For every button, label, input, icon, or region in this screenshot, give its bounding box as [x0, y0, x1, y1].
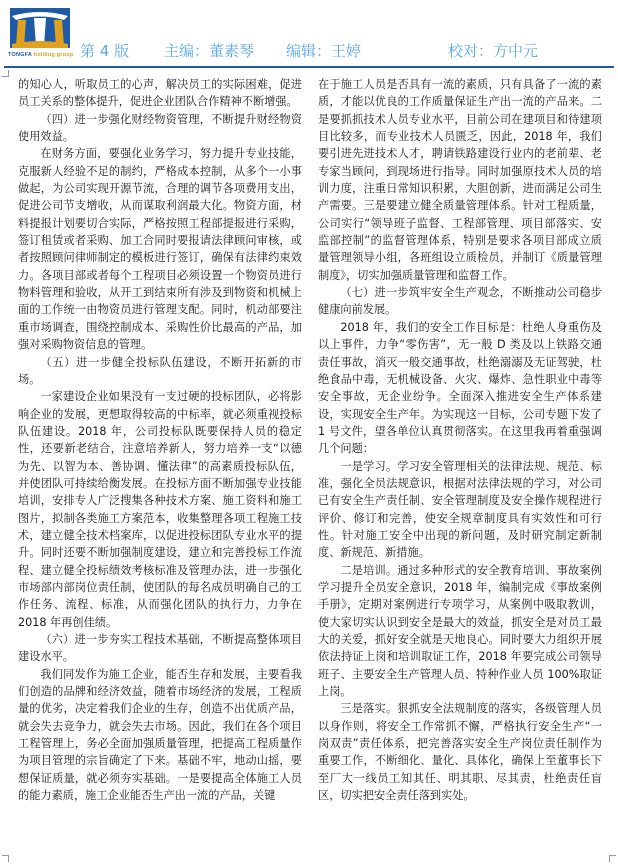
- sub-editor-label: 编辑：王婷: [286, 42, 362, 60]
- header-rule: [4, 66, 614, 68]
- section-heading: （五）进一步健全投标队伍建设，不断开拓新的市场。: [18, 355, 302, 386]
- article-column-left: [18, 76, 302, 848]
- section-heading: （七）进一步筑牢安全生产观念，不断推动公司稳步健康向前发展。: [318, 286, 602, 317]
- body-paragraph: 在财务方面，要强化业务学习，努力提升专业技能，克服新人经验不足的制约，严格成本控制，从多个一小事做起，为公司实现开源节流，合理的调节各项费用支出，促进公司节支增收，从而谋取利润最大化。物资方面，材料提报计划要切合实际，严格按照工程部提报进行采购，签订租赁或者采购、加工合同时要报请法律顾问审核，或者按照顾问律师制定的模板进行签订，确保有法律约束效力。各项目部或者每个工程项目必须设置一个物资员进行物料管理和验收，从开工到结束所有涉及到物资和机械上面的工作统一由物资员进行管理支配。同时，机动部要注重市场调查，围绕控制成本、采购性价比最高的产品，加强对采购物资信息的管理。: [18, 147, 302, 352]
- crop-mark: [2, 70, 9, 77]
- body-paragraph: 一家建设企业如果没有一支过硬的投标团队，必将影响企业的发展，更想取得较高的中标率，就必须重视投标队伍建设。2018 年，公司投标队既要保持人员的稳定性，还要新老结合，注意培养新人，努力培养一支“以德为先、以智为本、善协调、懂法律”的高素质投标队伍，并使团队可持续给衡发展。在投标方面不断加强专业技能培训，安排专人广泛搜集各种技术方案、施工资料和施工图片，拟制各类施工方案范本，收集整理各项工程施工技术，建立健全技术档案库，以促进投标团队专业水平的提升。同时还要不断加强制度建设，建立和完善投标工作流程、建立健全投标绩效考核标准及管理办法，进一步强化市场部内部岗位责任制，使团队的每名成员明确自己的工作任务、流程、标准，从而强化团队的执行力，力争在 2018 年再创佳绩。: [18, 390, 302, 629]
- logo-text: TONGFA holding group: [8, 52, 74, 58]
- body-paragraph: 我们同发作为施工企业，能否生存和发展，主要看我们创造的品牌和经济效益，随着市场经济的发展，工程质量的优劣，决定着我们企业的生存，创造不出优质产品，就会失去竞争力，就会失去市场。因此，我们在各个项目工程管理上，务必全面加强质量管理，把提高工程质量作为项目管理的宗旨确定了下来。基础不牢，地动山摇，要想保证质量，就必须夯实基础。一是要提高全体施工人员的能力素质，施工企业能否生产出一流的产品，关键: [18, 667, 302, 803]
- body-paragraph: 的知心人，听取员工的心声，解决员工的实际困难，促进员工关系的整体提升，促进企业团队合作精神不断增强。: [18, 78, 302, 109]
- crop-mark: [2, 855, 9, 862]
- editor-label: 主编：董素琴: [164, 42, 255, 60]
- body-paragraph: 一是学习。学习安全管理相关的法律法规、规范、标准，强化全员法规意识，根据对法律法规的学习，对公司已有安全生产责任制、安全管理制度及安全操作规程进行评价、修订和完善，使安全规章制度具有实效性和可行性。针对施工安全中出现的新问题，及时研究制定新制度、新规范、新措施。: [318, 459, 602, 560]
- crop-mark: [609, 855, 616, 862]
- body-paragraph: 在于施工人员是否具有一流的素质，只有具备了一流的素质，才能以优良的工作质量保证生产出一流的产品来。二是要抓抓技术人员专业水平，目前公司在建项目和待建项目比较多，而专业技术人员匮乏，因此，2018 年，我们要引进先进技术人才，聘请铁路建设行业内的老前辈、老专家当顾问，到现场进行指导。同时加强原技术人员的培训力度，注重日常知识积累，大胆创新，进而满足公司生产需要。三是要建立健全质量管理体系。针对工程质量，公司实行“领导班子监督、工程部管理、项目部落实、安监部控制”的监督管理体系，特别是要求各项目部成立质量管理领导小组，各班组设立质检员，并制订《质量管理制度》，切实加强质量管理和监督工作。: [318, 78, 602, 282]
- section-heading: （六）进一步夯实工程技术基础，不断提高整体项目建设水平。: [18, 633, 302, 664]
- page-header: [0, 0, 618, 72]
- proofreader-label: 校对：方中元: [448, 42, 539, 60]
- article-column-right: [318, 76, 602, 848]
- section-heading: （四）进一步强化财经物资管理，不断提升财经物资使用效益。: [18, 112, 302, 144]
- edition-label: 第 4 版: [80, 42, 130, 60]
- logo-emblem-icon: [4, 4, 78, 52]
- body-paragraph: 2018 年，我们的安全工作目标是：杜绝人身重伤及以上事件，力争“零伤害”，无一般 D 类及以上铁路交通责任事故，消灭一般交通事故，杜绝溺溺及无证驾驶，杜绝食品中毒，无机械设备、火灾、爆炸、急性职业中毒等安全事故，无企业纷争。全面深入推进安全生产体系建设，实现安全生产年。为实现这一目标，公司专题下发了 1 号文件，望各单位认真贯彻落实。在这里我再着重强调几个问题：: [318, 320, 602, 456]
- company-logo: [4, 4, 78, 66]
- body-paragraph: 二是培训。通过多种形式的安全教育培训、事故案例学习提升全员安全意识，2018 年，编制完成《事故案例手册》，定期对案例进行专项学习，从案例中吸取教训，使大家切实认识到安全是最大的效益，抓安全是对员工最大的关爱，抓好安全就是天地良心。同时要大力组织开展依法持证上岗和培训取证工作，2018 年要完成公司领导班子、主要安全生产管理人员、特种作业人员 100%取证上岗。: [318, 563, 602, 699]
- body-paragraph: 三是落实。狠抓安全法规制度的落实，各级管理人员以身作则，将安全工作常抓不懈，严格执行安全生产“一岗双责”责任体系，把完善落实安全生产岗位责任制作为重要工作，不断细化、量化、具体化，确保上至董事长下至厂大一线员工知其任、明其职、尽其责，杜绝责任盲区，切实把安全责任落到实处。: [318, 702, 602, 803]
